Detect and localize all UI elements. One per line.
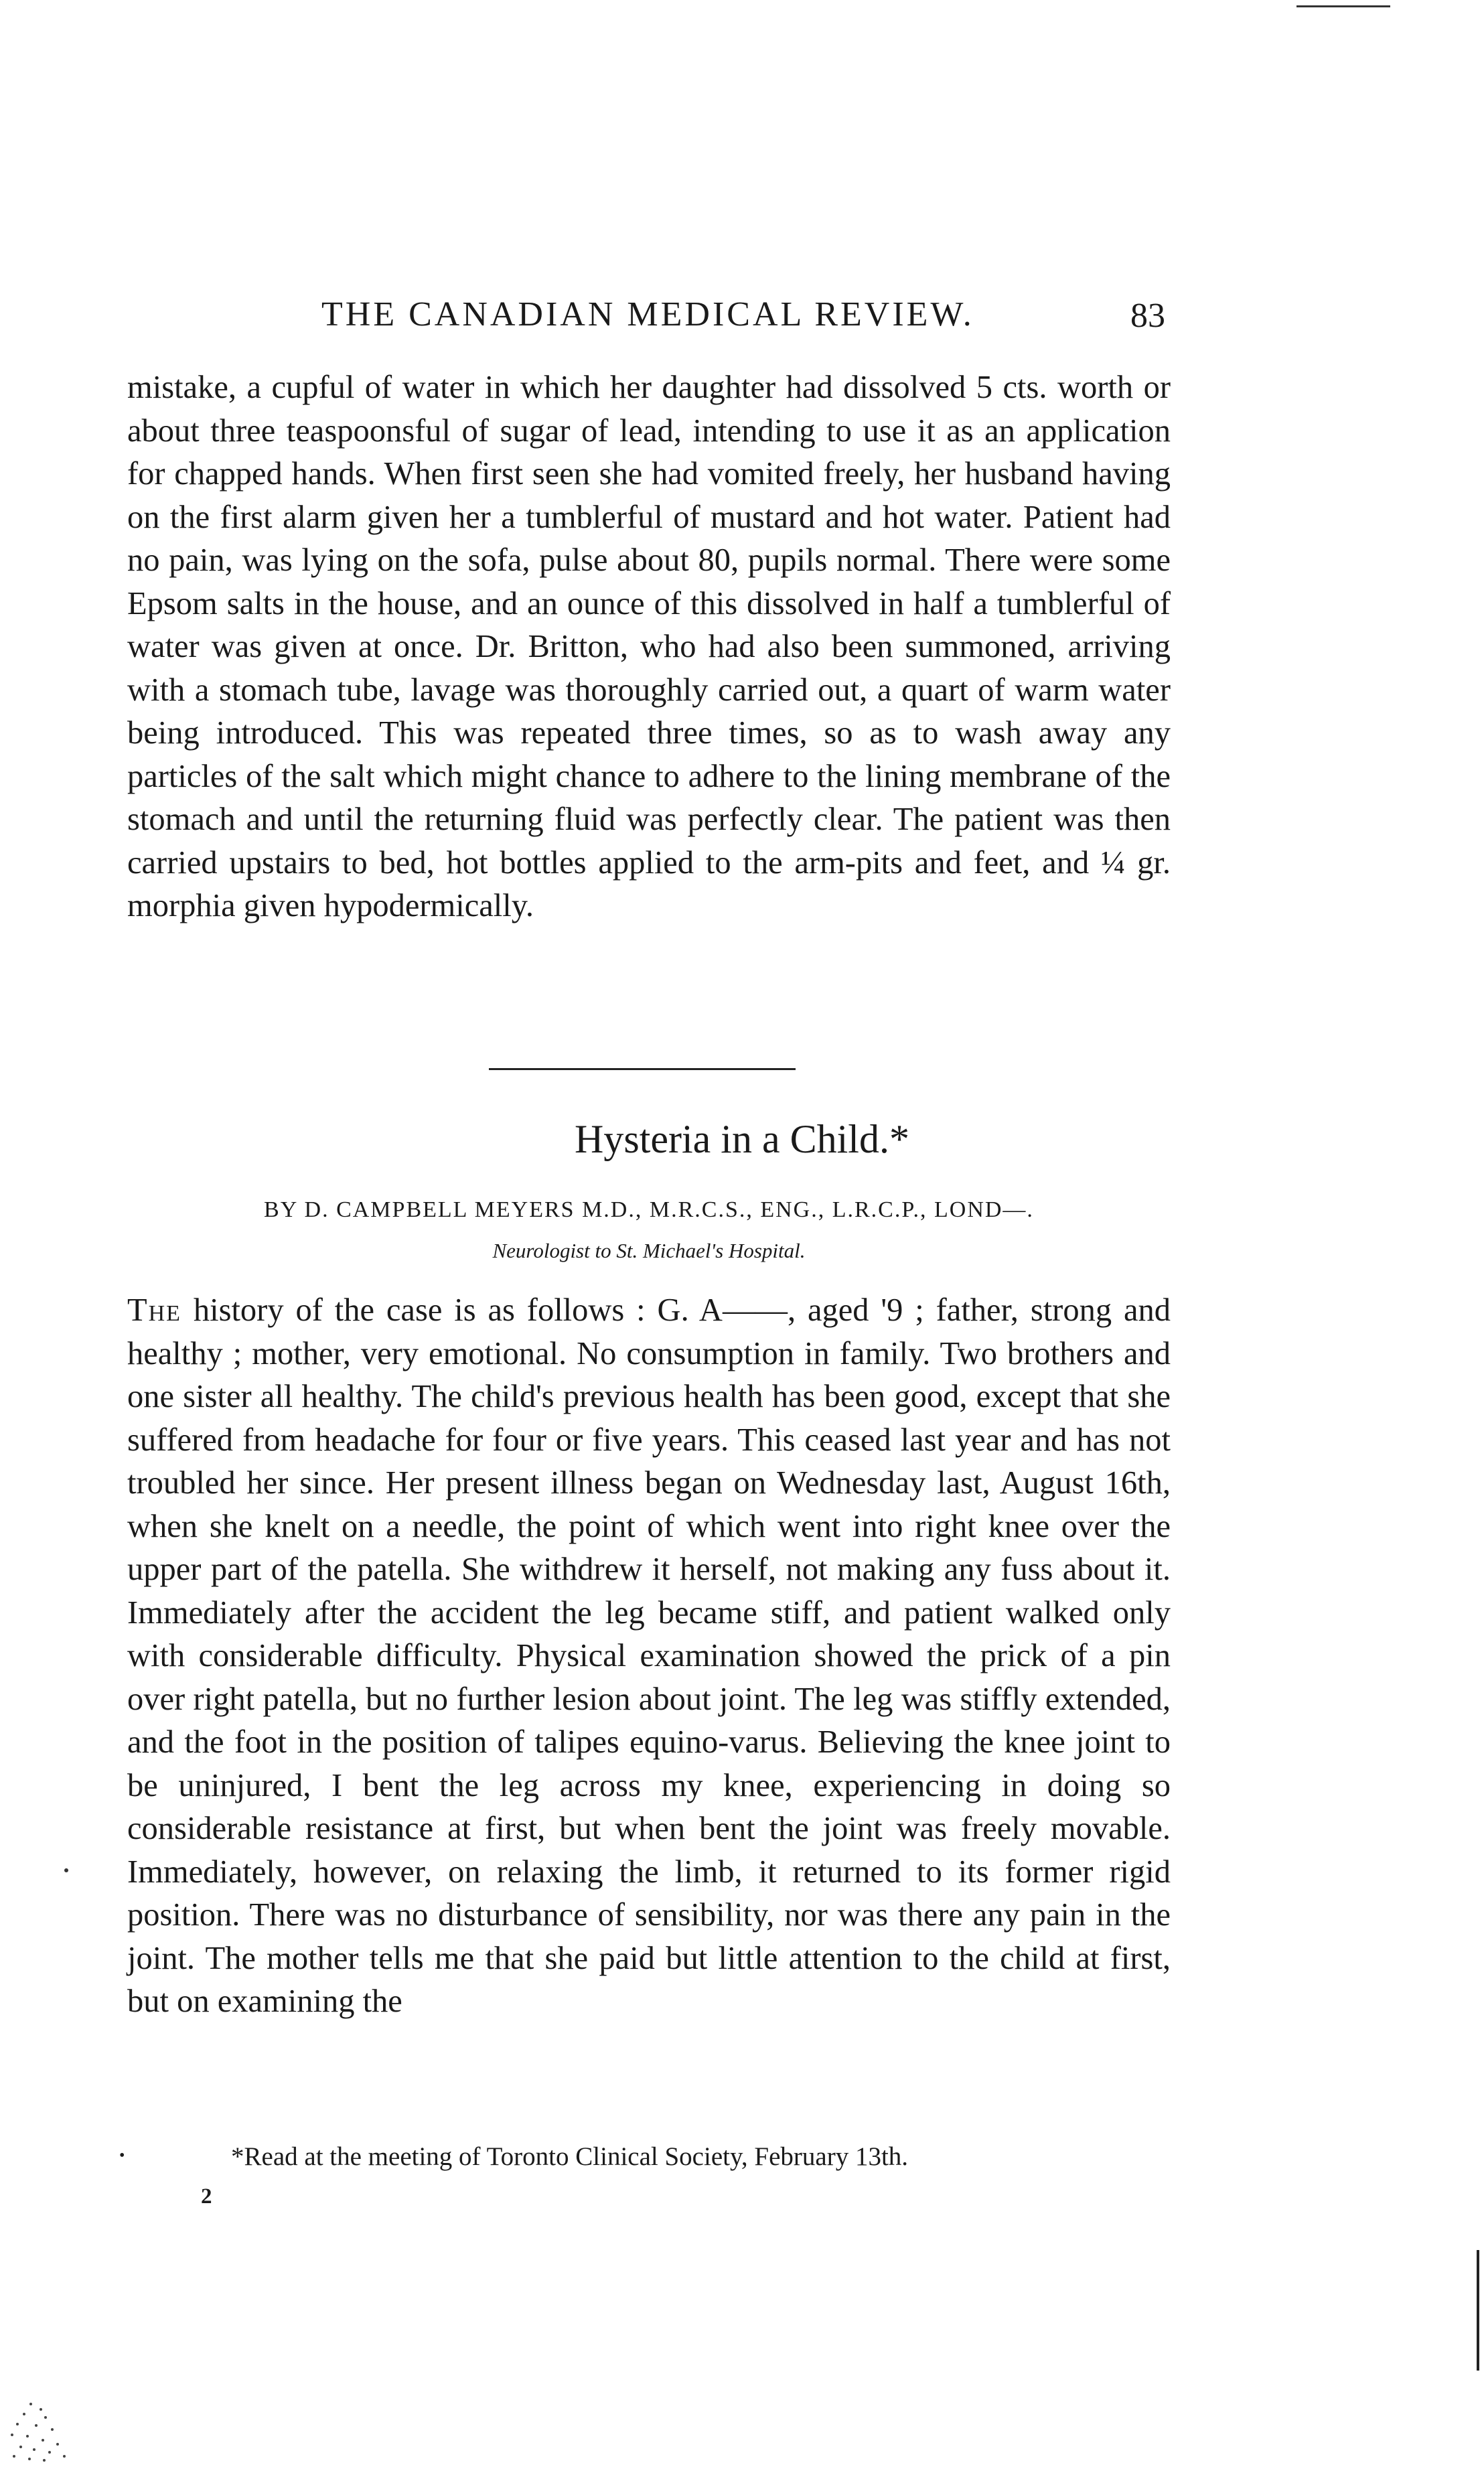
continued-paragraph: mistake, a cupful of water in which her daughter had dissolved 5 cts. worth or about three teaspoonsful of sugar of lead, intending to use it as an application for chapped hands. When first seen she had vomited freely, her husband having on the first alarm given her a tumblerful of mustard and hot water. Patient had no pain, was lying on the sofa, pulse about 80, pupils normal. There were some Epsom salts in the house, and an ounce of this dissolved in half a tumblerful of water was given at once. Dr. Britton, who had also been summoned, arriving with a stomach tube, lavage was thoroughly carried out, a quart of warm water being introduced. This was repeated three times, so as to wash away any particles of the salt which might chance to adhere to the lining membrane of the stomach and until the returning fluid was perfectly clear. The patient was then carried upstairs to bed, hot bottles applied to the arm-pits and feet, and ¼ gr. morphia given hypodermically. — [127, 370, 1171, 923]
footnote-bullet: • — [119, 2147, 125, 2164]
article-body-text: history of the case is as follows : G. A——, aged '9 ; father, strong and healthy ; mother, very emotional. No consumption in family. Two brothers and one sister all healthy. The child's previous health has been good, except that she suffered from headache for four or five years. This ceased last year and has not troubled her since. Her present illness began on Wednesday last, August 16th, when she knelt on a needle, the point of which went into right knee over the upper part of the patella. She withdrew it herself, not making any fuss about it. Immediately after the accident the leg became stiff, and patient walked only with considerable difficulty. Physical examination showed the prick of a pin over right patella, but no further lesion about joint. The leg was stiffly extended, and the foot in the position of talipes equino-varus. Believing the knee joint to be uninjured, I bent the leg across my knee, experiencing in doing so considerable resistance at first, but when bent the joint was freely movable. Immediately, however, on relaxing the limb, it returned to its former rigid position. There was no disturbance of sensibility, nor was there any pain in the joint. The mother tells me that she paid but little attention to the child at first, but on examining the — [127, 1292, 1171, 2019]
author-affiliation: Neurologist to St. Michael's Hospital. — [492, 1239, 806, 1262]
footnote: *Read at the meeting of Toronto Clinical Society, February 13th. — [231, 2142, 909, 2171]
article-byline: BY D. CAMPBELL MEYERS M.D., M.R.C.S., ENG., L.R.C.P., LOND—. — [264, 1197, 1034, 1222]
running-title: THE CANADIAN MEDICAL REVIEW. — [321, 295, 974, 333]
margin-dot — [64, 1868, 68, 1872]
section-divider — [489, 1068, 796, 1070]
scan-edge-mark — [1477, 2250, 1479, 2371]
opening-word: The — [127, 1292, 181, 1328]
signature-mark: 2 — [201, 2184, 212, 2209]
scan-noise-mark — [4, 2391, 78, 2464]
article-body — [127, 1289, 1171, 2024]
article-title: Hysteria in a Child.* — [575, 1117, 909, 1161]
top-edge-rule — [1296, 5, 1390, 7]
page-header — [127, 295, 1165, 342]
page-number: 83 — [1130, 297, 1165, 335]
